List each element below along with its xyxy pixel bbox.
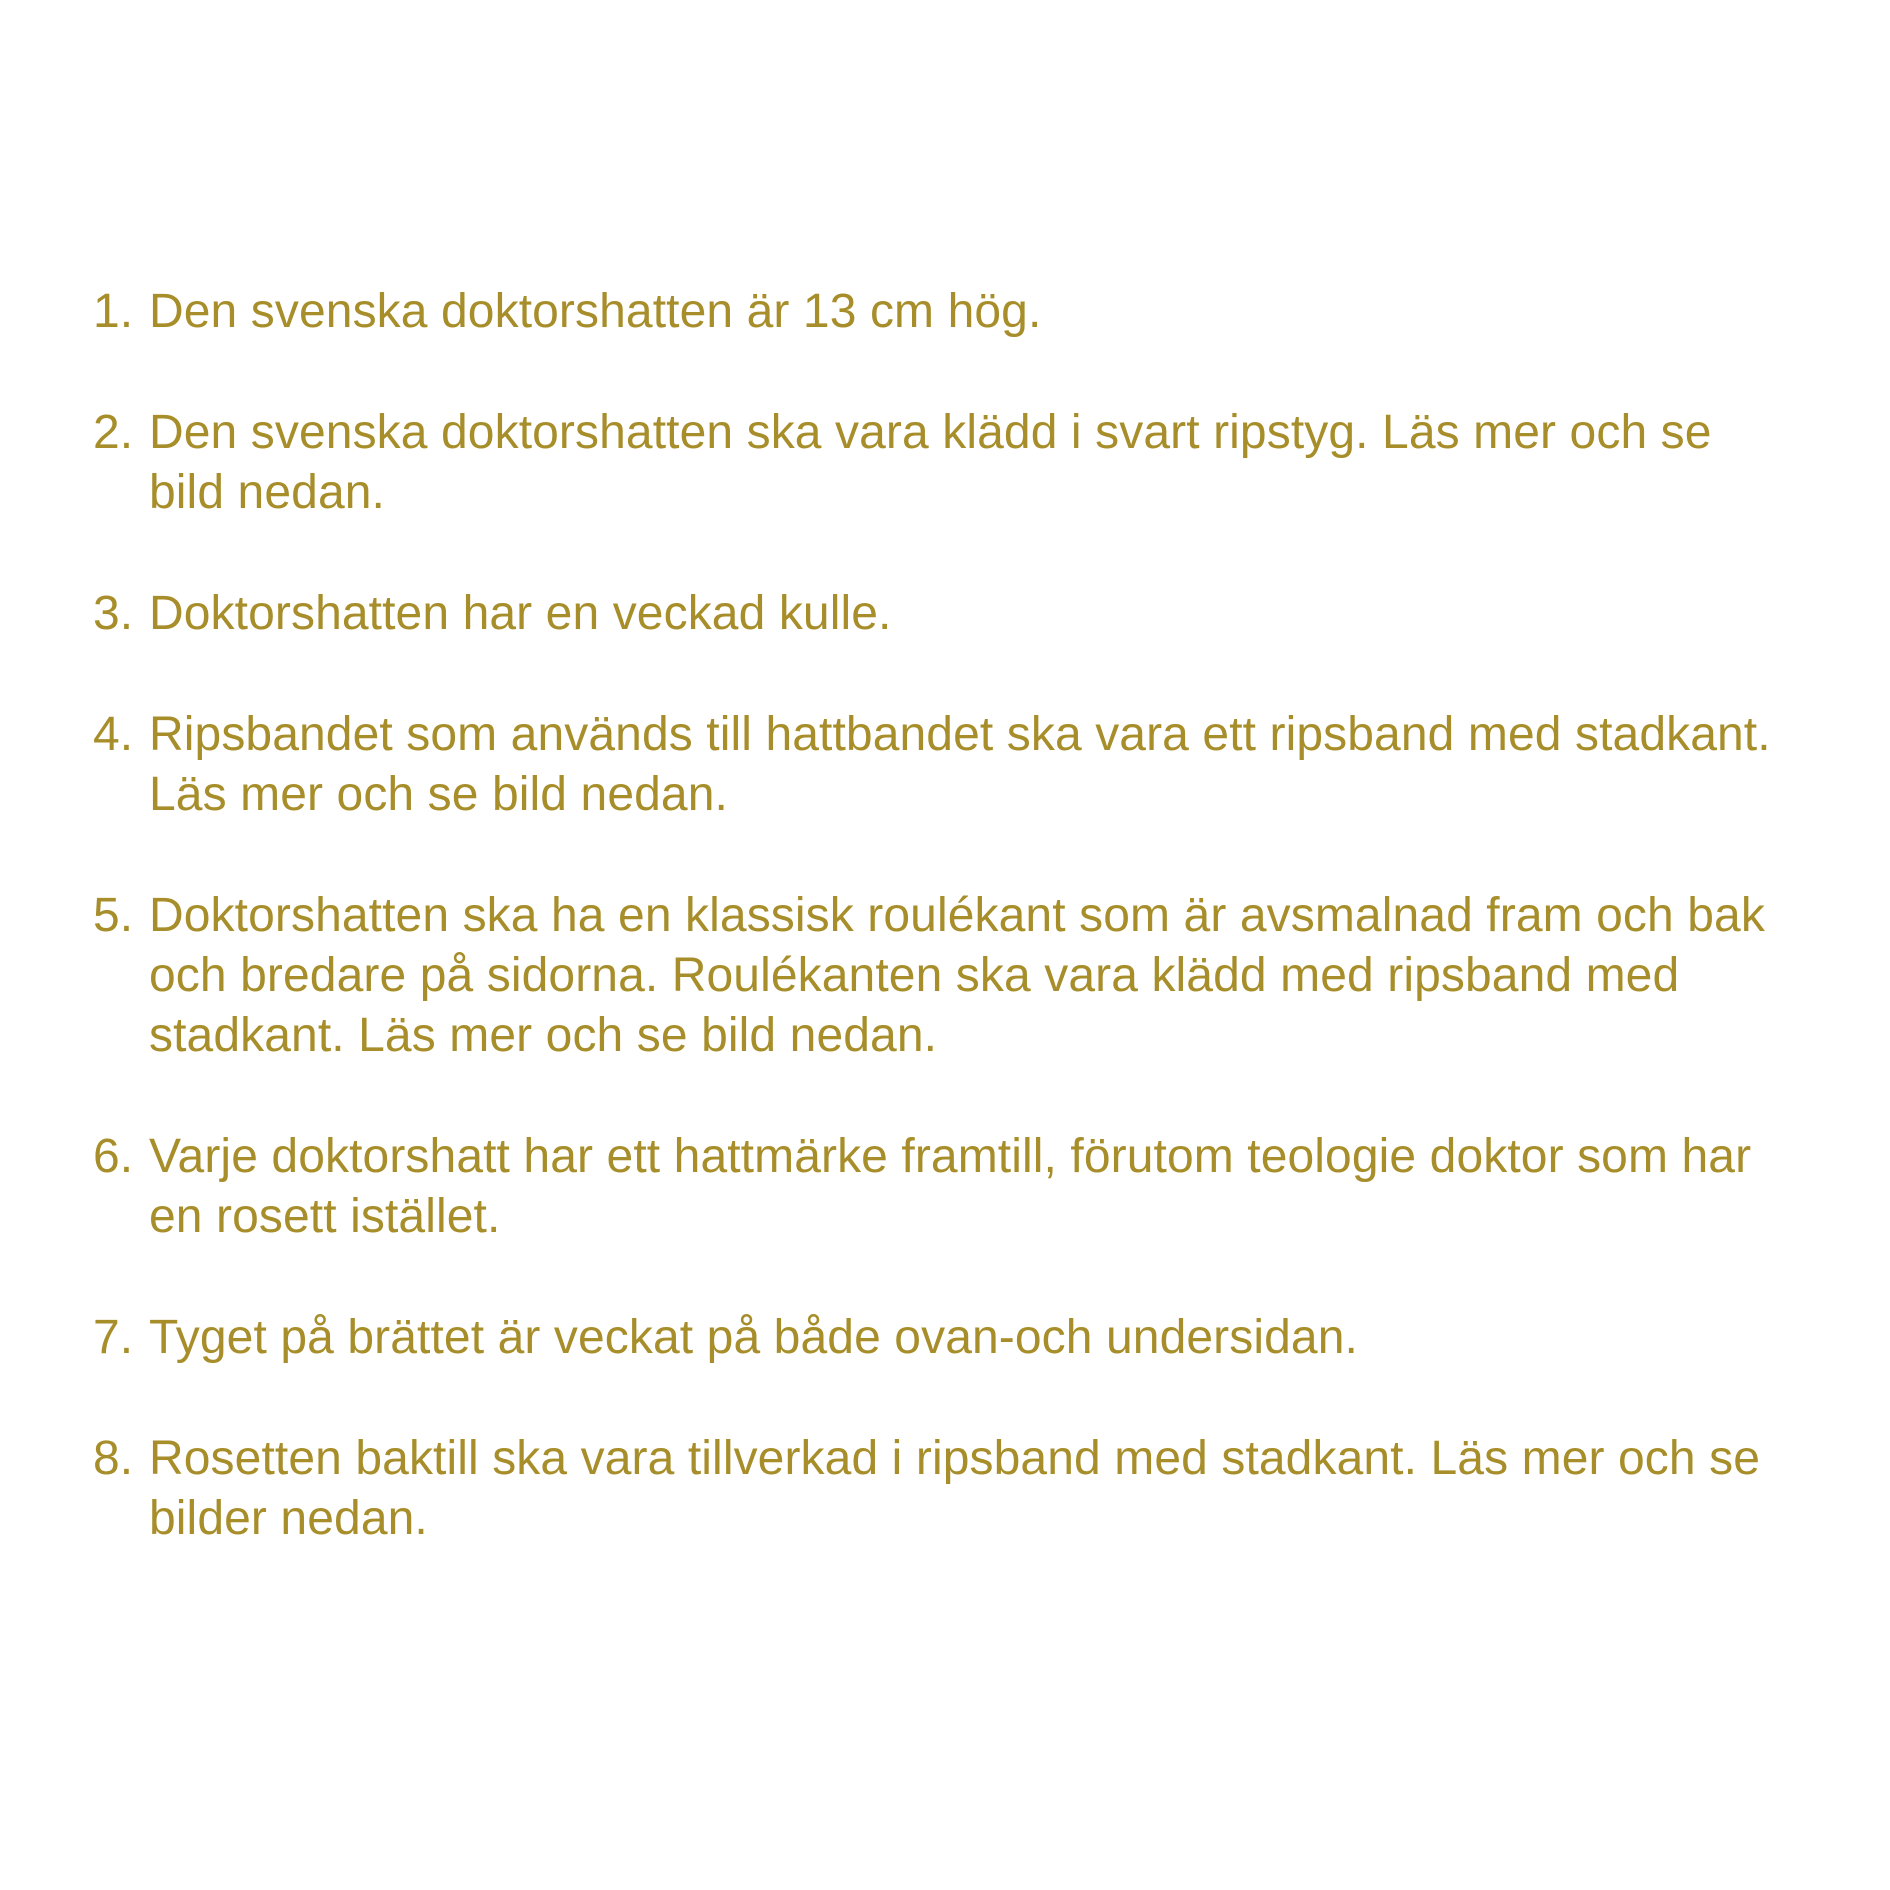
list-item-text: Doktorshatten har en veckad kulle. [149, 587, 892, 640]
list-item [93, 886, 1873, 1066]
list-item [93, 1308, 1873, 1368]
list-item-number: 4. [93, 708, 134, 761]
list-item-number: 1. [93, 285, 134, 338]
numbered-list [93, 282, 1873, 1610]
list-item-number: 5. [93, 889, 134, 942]
list-item-text: Den svenska doktorshatten ska vara klädd i svart ripstyg. Läs mer och se bild nedan. [149, 406, 1712, 519]
list-item-text: Varje doktorshatt har ett hattmärke framtill, förutom teologie doktor som har en rosett istället. [149, 1130, 1752, 1243]
list-item-text: Rosetten baktill ska vara tillverkad i ripsband med stadkant. Läs mer och se bilder nedan. [149, 1432, 1761, 1545]
list-item-text: Tyget på brättet är veckat på både ovan-och undersidan. [149, 1311, 1358, 1364]
list-item [93, 282, 1873, 342]
list-item-text: Doktorshatten ska ha en klassisk roulékant som är avsmalnad fram och bak och bredare på sidorna. Roulékanten ska vara klädd med ripsband med stadkant. Läs mer och se bild nedan. [149, 889, 1765, 1062]
list-item-number: 8. [93, 1432, 134, 1485]
list-item-number: 3. [93, 587, 134, 640]
list-item-text: Den svenska doktorshatten är 13 cm hög. [149, 285, 1042, 338]
list-item [93, 1429, 1873, 1549]
list-item [93, 1127, 1873, 1247]
list-item-number: 6. [93, 1130, 134, 1183]
list-item-text: Ripsbandet som används till hattbandet ska vara ett ripsband med stadkant. Läs mer och se bild nedan. [149, 708, 1771, 821]
list-item [93, 705, 1873, 825]
list-item-number: 7. [93, 1311, 134, 1364]
list-item [93, 584, 1873, 644]
list-item [93, 403, 1873, 523]
list-item-number: 2. [93, 406, 134, 459]
